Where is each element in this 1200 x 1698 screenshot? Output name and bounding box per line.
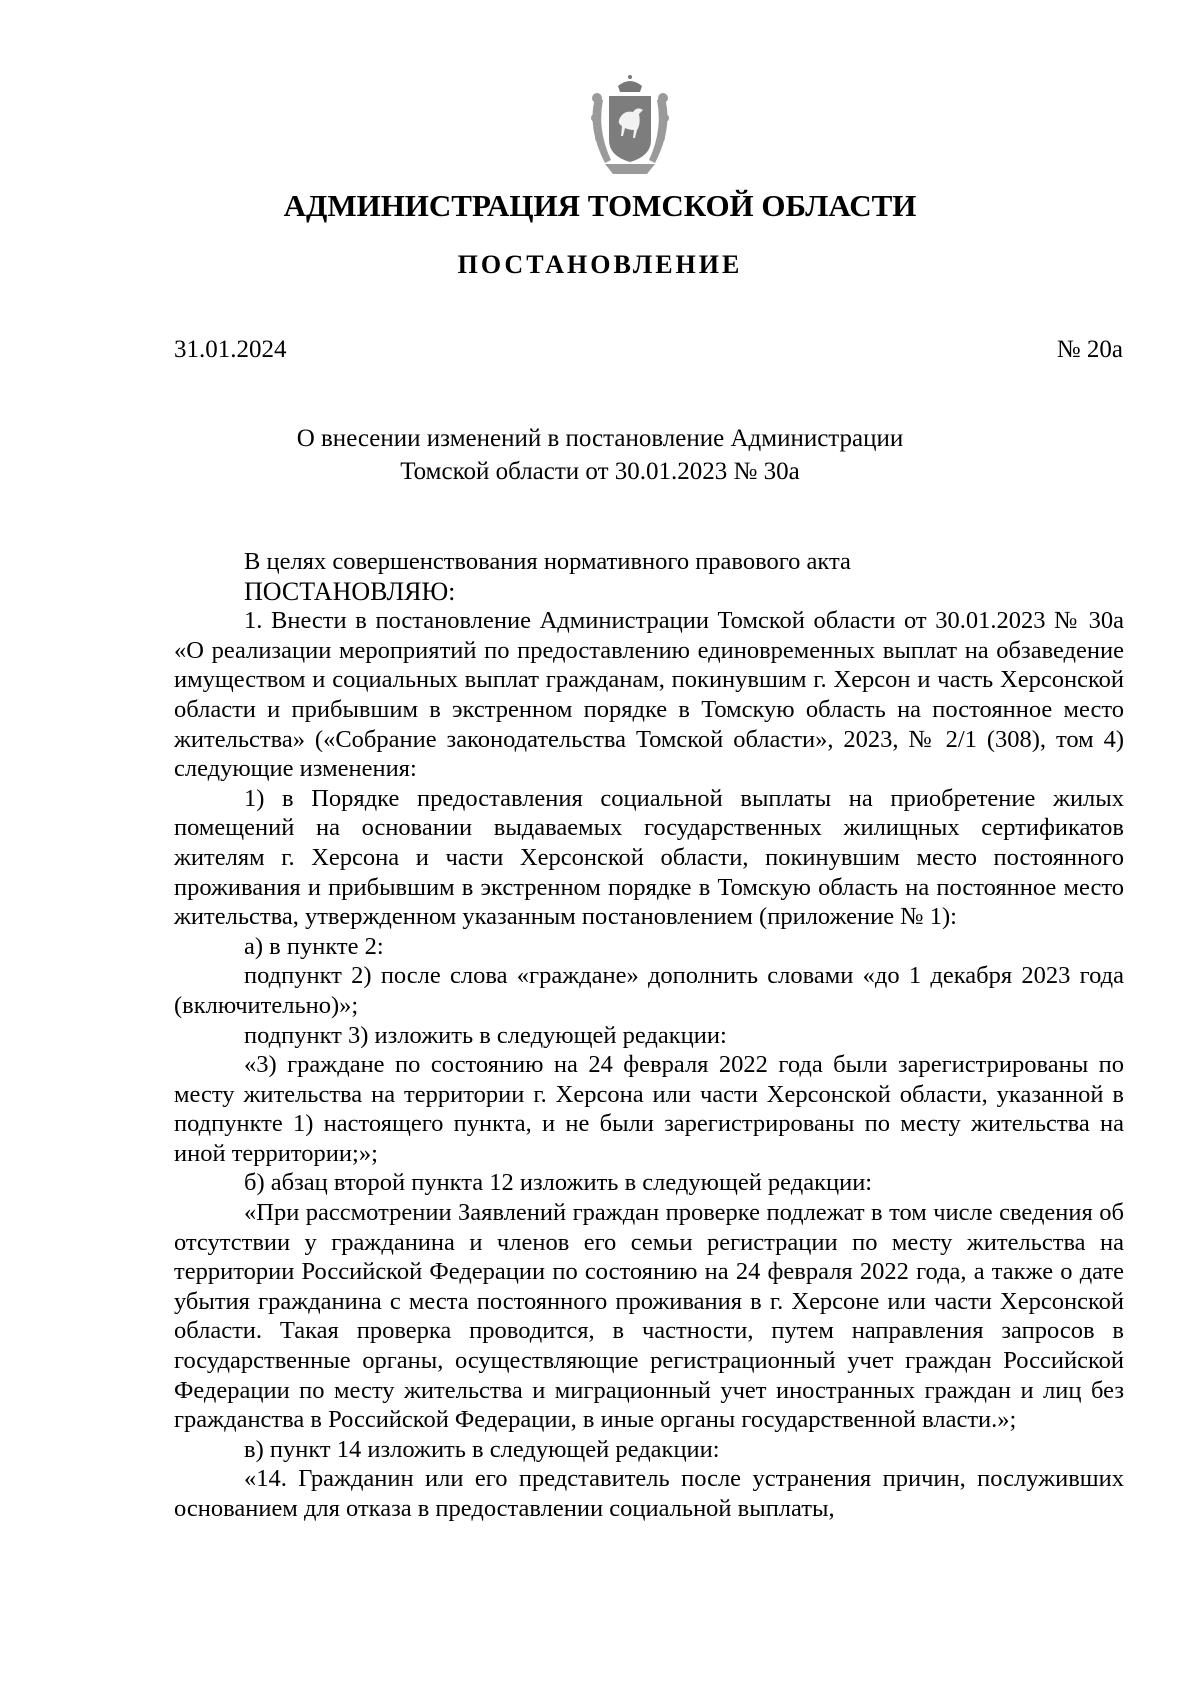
paragraph: «14. Гражданин или его представитель после устранения причин, послуживших основанием для отказа в предоставлении социальной выплаты,	[174, 1465, 1124, 1522]
paragraph: 1) в Порядке предоставления социальной выплаты на приобретение жилых помещений на основании выдаваемых государственных жилищных сертификатов жителям г. Херсона и части Херсонской области, покинувшим место постоянного проживания и прибывшим в экстренном порядке в Томскую область на постоянное место жительства, утвержденном указанным постановлением (приложение № 1):	[174, 784, 1124, 931]
paragraph: «При рассмотрении Заявлений граждан проверке подлежат в том числе сведения об отсутствии у гражданина и членов его семьи регистрации по месту жительства на территории Российской Федерации по состоянию на 24 февраля 2022 года, а также о дате убытия гражданина с места постоянного проживания в г. Херсоне или части Херсонской области. Такая проверка проводится, в частности, путем направления запросов в государственные органы, осуществляющие регистрационный учет граждан Российской Федерации по месту жительства и миграционный учет иностранных граждан и лиц без гражданства в Российской Федерации, в иные органы государственной власти.»;	[174, 1199, 1124, 1434]
paragraph: подпункт 3) изложить в следующей редакции:	[244, 1021, 727, 1049]
paragraph: в) пункт 14 изложить в следующей редакции:	[244, 1435, 720, 1463]
paragraph: В целях совершенствования нормативного правового акта	[244, 548, 851, 575]
organization-title: АДМИНИСТРАЦИЯ ТОМСКОЙ ОБЛАСТИ	[283, 188, 917, 223]
paragraph: б) абзац второй пункта 12 изложить в следующей редакции:	[244, 1169, 873, 1197]
paragraph: «3) граждане по состоянию на 24 февраля 2022 года были зарегистрированы по месту жительства на территории г. Херсона или части Херсонской области, указанной в подпункте 1) настоящего пункта, и не были зарегистрированы по месту жительства на иной территории;»;	[174, 1051, 1124, 1167]
document-body	[174, 547, 1124, 1524]
paragraph: а) в пункте 2:	[244, 932, 384, 960]
paragraph: 1. Внести в постановление Администрации Томской области от 30.01.2023 № 30а «О реализации мероприятий по предоставлению единовременных выплат на обзаведение имуществом и социальных выплат гражданам, покинувшим г. Херсон и часть Херсонской области и прибывшим в экстренном порядке в Томскую область на постоянное место жительства» («Собрание законодательства Томской области», 2023, № 2/1 (308), том 4) следующие изменения:	[174, 607, 1124, 783]
document-date: 31.01.2024	[174, 336, 287, 363]
document-number: № 20а	[1056, 336, 1123, 363]
paragraph: подпункт 2) после слова «граждане» дополнить словами «до 1 декабря 2023 года (включительно)»;	[174, 962, 1124, 1019]
subject-line: О внесении изменений в постановление Администрации	[296, 425, 904, 452]
decree-word: ПОСТАНОВЛЯЮ:	[244, 576, 456, 606]
coat-of-arms-emblem	[585, 68, 675, 178]
document-type-title: ПОСТАНОВЛЕНИЕ	[457, 250, 743, 279]
document-subject	[0, 422, 1200, 488]
subject-line: Томской области от 30.01.2023 № 30а	[400, 458, 800, 485]
